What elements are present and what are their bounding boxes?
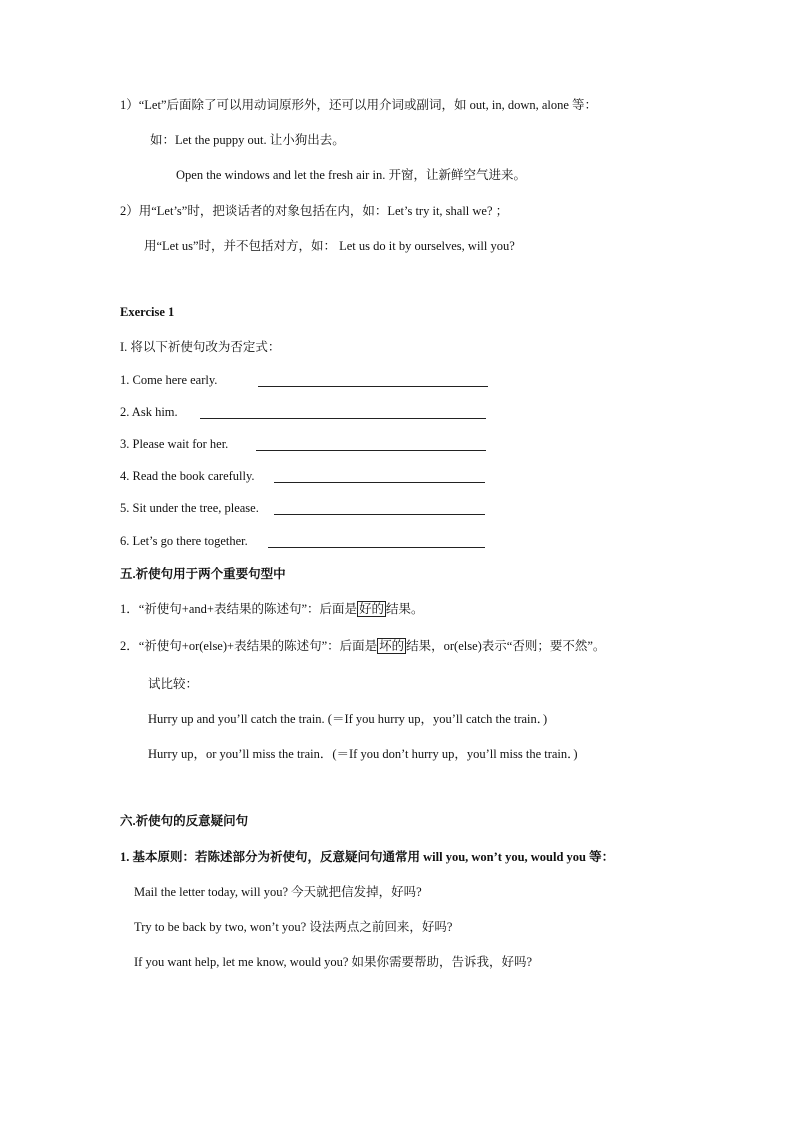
answer-blank-5[interactable]	[274, 502, 485, 515]
answer-blank-3[interactable]	[256, 438, 486, 451]
answer-blank-4[interactable]	[274, 470, 485, 483]
point-1-boxed-word: 好的	[359, 602, 385, 616]
exercise-title: Exercise 1	[120, 305, 175, 319]
exercise-item-text: 4. Read the book carefully.	[120, 469, 255, 483]
exercise-item-text: 5. Sit under the tree, please.	[120, 501, 259, 515]
point-2-text-end: 结果，or(else)表示“否则；要不然”。	[406, 639, 606, 653]
note-1-example-1: 如：Let the puppy out. 让小狗出去。	[150, 133, 345, 147]
compare-label: 试比较：	[148, 677, 199, 691]
note-1: 1）“Let”后面除了可以用动词原形外，还可以用介词或副词，如 out, in, down, alone 等：	[120, 98, 598, 112]
section-5-heading: 五.祈使句用于两个重要句型中	[120, 567, 286, 581]
note-2: 2）用“Let’s”时，把谈话者的对象包括在内，如：Let’s try it, shall we? ；	[120, 204, 509, 218]
exercise-item-3	[120, 436, 228, 452]
section-6-example-3: If you want help, let me know, would you? 如果你需要帮助，告诉我，好吗?	[134, 955, 533, 969]
section-6-rule: 1. 基本原则：若陈述部分为祈使句，反意疑问句通常用 will you, won’t you, would you 等：	[120, 850, 615, 864]
point-2-text: 2．“祈使句+or(else)+表结果的陈述句”：后面是	[120, 639, 378, 653]
answer-blank-6[interactable]	[268, 535, 485, 548]
compare-example-1: Hurry up and you’ll catch the train. (＝If you hurry up，you’ll catch the train．)	[148, 712, 548, 726]
section-5-point-1	[120, 601, 424, 617]
exercise-item-text: 3. Please wait for her.	[120, 437, 229, 451]
exercise-item-2	[120, 404, 178, 420]
exercise-item-text: 6. Let’s go there together.	[120, 534, 248, 548]
point-1-text-end: 结果。	[386, 602, 424, 616]
section-6-example-1: Mail the letter today, will you? 今天就把信发掉，好吗?	[134, 885, 422, 899]
exercise-item-text: 1. Come here early.	[120, 373, 218, 387]
section-6-heading: 六.祈使句的反意疑问句	[120, 814, 249, 828]
section-5-point-2	[120, 638, 605, 654]
exercise-instruction: I. 将以下祈使句改为否定式：	[120, 340, 281, 354]
exercise-item-4	[120, 468, 255, 484]
section-6-example-2: Try to be back by two, won’t you? 设法两点之前回来，好吗?	[134, 920, 453, 934]
exercise-item-1	[120, 372, 217, 388]
note-2-b: 用“Let us”时，并不包括对方，如： Let us do it by ourselves, will you?	[144, 239, 515, 253]
answer-blank-2[interactable]	[200, 406, 486, 419]
exercise-item-6	[120, 533, 248, 549]
exercise-item-5	[120, 500, 259, 516]
note-1-example-2: Open the windows and let the fresh air in. 开窗，让新鲜空气进来。	[176, 168, 526, 182]
point-2-boxed-word: 坏的	[379, 639, 405, 653]
compare-example-2: Hurry up，or you’ll miss the train．(＝If you don’t hurry up，you’ll miss the train．)	[148, 747, 578, 761]
answer-blank-1[interactable]	[258, 374, 488, 387]
point-1-text: 1．“祈使句+and+表结果的陈述句”：后面是	[120, 602, 357, 616]
exercise-item-text: 2. Ask him.	[120, 405, 178, 419]
